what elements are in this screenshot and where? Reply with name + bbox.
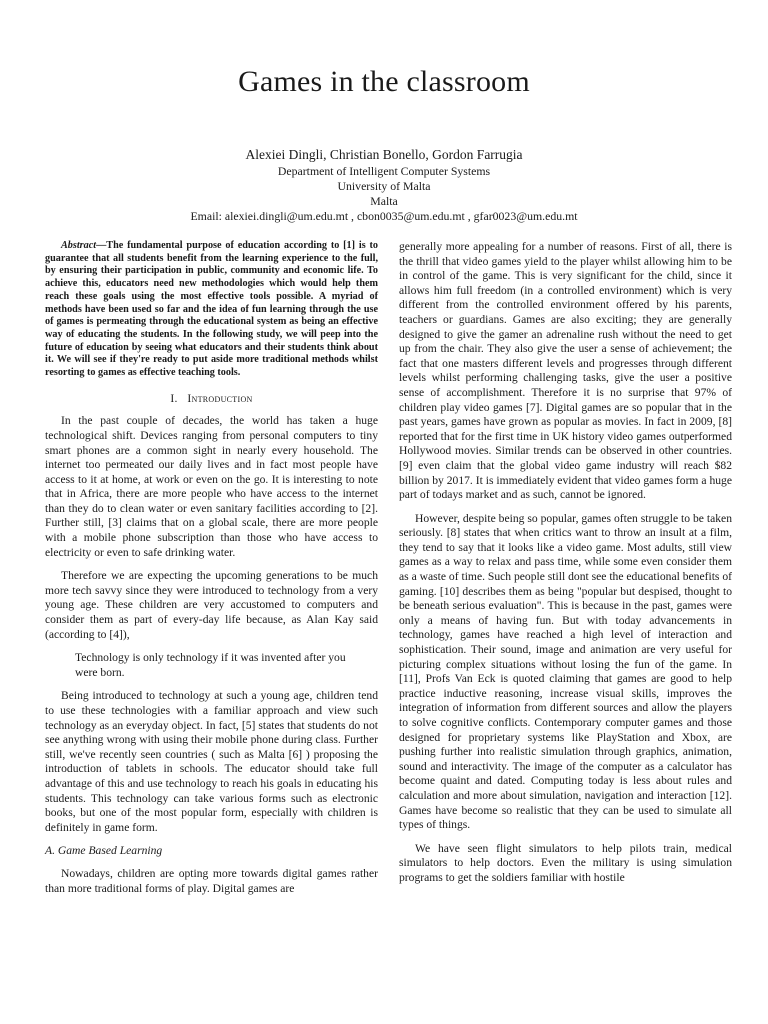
section-heading: [45, 392, 378, 407]
abstract-label: Abstract: [61, 240, 97, 251]
abstract: [45, 240, 378, 380]
quote: Technology is only technology if it was invented after you were born.: [75, 651, 346, 679]
right-paragraph-3: We have seen flight simulators to help pilots train, medical simulators to help doctors. Even the military is using simulation programs to get the soldiers familiar with hostile: [399, 841, 732, 884]
subsection-heading: A. Game Based Learning: [45, 844, 163, 858]
right-column: [399, 240, 732, 895]
right-paragraph-1: generally more appealing for a number of reasons. First of all, there is the thrill that video games yield to the player whilst allowing him to be in control of the game. This is very significant for the child, since it allows him full freedom (in a controlled environment) which is very different from the controlled environment offered by his parents, teachers or guardians. Games are also exciting; they are generally designed to give the gamer an adrenaline rush without the need to get up from the chair. They also give the user a sense of achievement; the fact that one masters different levels and progresses through different levels whilst performing challenging tasks, give the user a positive sense of accomplishment. Therefore it is no surprise that 97% of children play video games [7]. Digital games are so popular that in the past years, games have grown as popular as movies. In fact in 2009, [8] reported that for the first time in UK history video games outperformed Hollywood movies. Similar trends can be observed in other countries. [9] even claim that the global video game industry will reach $82 billion by 2017. It is immediately evident that video games form a huge part of todays market and as such, cannot be ignored.: [399, 240, 732, 502]
intro-paragraph-3: Being introduced to technology at such a young age, children tend to use these technologies with a familiar approach and view such technology as an everyday object. In fact, [5] states that students do not see anything wrong with using their mobile phone during class. Further still, we've recently seen countries ( such as Malta [6] ) proposing the introduction of tablets in schools. The educator should take full advantage of this and use technology to reach his goals in educating his students. This technology can take various forms such as electronic books, but one of the most popular form, especially with children is definitely in game form.: [45, 689, 378, 834]
department: Department of Intelligent Computer Systems: [277, 164, 491, 178]
game-learning-paragraph-1: Nowadays, children are opting more towards digital games rather than more traditional forms of play. Digital games are: [45, 866, 378, 895]
university: University of Malta: [337, 179, 431, 193]
country: Malta: [370, 194, 398, 208]
section-number: I.: [170, 391, 178, 405]
paper-title: Games in the classroom: [238, 65, 530, 98]
section-title: Introduction: [187, 391, 253, 405]
affiliation-block: [0, 164, 768, 224]
intro-paragraph-1: In the past couple of decades, the world has taken a huge technological shift. Devices ranging from personal computers to tiny smart phones are a common sight in nearly every household. The internet too permeated our daily lives and in fact most people have access to it at home, at work or even on the go. It is interesting to note that in Africa, there are more people who have access to the internet than they do to clean water or even sanitary facilities according to [2]. Further still, [3] claims that on a global scale, there are more people with a mobile phone subscription than those who have access to electricity or even to safe drinking water.: [45, 414, 378, 559]
abstract-text: —The fundamental purpose of education according to [1] is to guarantee that all students benefit from the learning experience to the full, by ensuring their participation in public, community and economic life. To achieve this, educators need new methodologies which would help them reach these goals using the most effective tools possible. A myriad of methods have been used so far and the idea of fun learning through the use of games is permeating through the educational system as being an effective way of educating the students. In the following study, we will peep into the future of education by seeing what educators and their students think about it. We will see if they're ready to put aside more traditional methods whilst resorting to games as effective teaching tools.: [45, 240, 378, 379]
intro-paragraph-2: Therefore we are expecting the upcoming generations to be much more tech savvy since they were introduced to technology from a very young age. These children are very accustomed to computers and consider them as part of every-day life because, as Alan Kay said (according to [4]),: [45, 569, 378, 641]
author-list: Alexiei Dingli, Christian Bonello, Gordon Farrugia: [245, 147, 523, 162]
email-line: Email: alexiei.dingli@um.edu.mt , cbon0035@um.edu.mt , gfar0023@um.edu.mt: [190, 209, 578, 223]
right-paragraph-2: However, despite being so popular, games often struggle to be taken seriously. [8] states that when critics want to throw an insult at a film, they tend to say that it looks like a video game. Most adults, still view games as a way to relax and pass time, while some even consider them as a waste of time. Such people still dont see the educational benefits of gaming. [10] describes them as being "popular but despised, thought to be beneath serious evaluation". This is because in the past, games were only a means of having fun. But with today advancements in technology, games have reached a high level of interaction and sophistication. Their sound, image and animation are very useful for picturing complex situations without losing the fun of the game. In [11], Profs Van Eck is quoted claiming that games are good to help practice inductive reasoning, increase visual skills, improves the integration of information from different sources and allow the players to solve cognitive conflicts. Contemporary computer games and those designed for proprietary systems like PlayStation and Xbox, are pushing further into realistic simulation through graphics, animation, sound and interactivity. The image of the computer as a calculator has become quaint and dated. Computing today is less about rules and calculation and more about simulation, navigation and interaction [12]. Games have become so realistic that they can be used to simulate all types of things.: [399, 511, 732, 832]
left-column: [45, 240, 378, 905]
